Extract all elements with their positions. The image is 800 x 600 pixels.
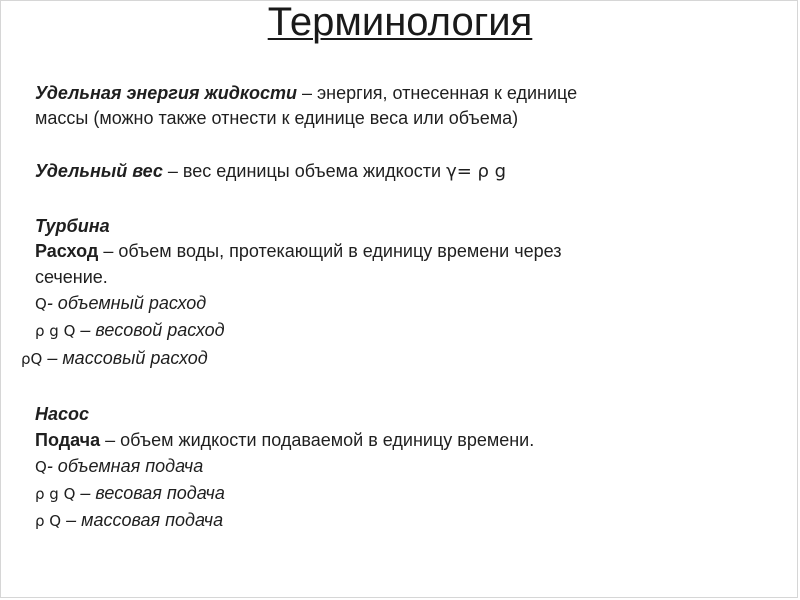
symbol-mass-flow: ρQ xyxy=(21,350,43,368)
line-flow-rate-cont xyxy=(35,265,108,289)
definition-specific-energy-cont: массы (можно также отнести к единице веса или объема) xyxy=(35,108,519,128)
label-volume-supply: - объемная подача xyxy=(46,456,204,476)
heading-pump: Насос xyxy=(35,404,90,424)
line-volume-supply xyxy=(35,454,203,479)
line-volume-flow xyxy=(35,291,206,316)
line-mass-flow xyxy=(21,346,208,371)
term-specific-weight: Удельный вес xyxy=(35,161,163,181)
definition-supply: – объем жидкости подаваемой в единицу времени. xyxy=(100,430,535,450)
line-mass-supply xyxy=(35,508,223,533)
label-mass-supply: – массовая подача xyxy=(61,510,224,530)
symbol-weight-supply: ρ g Q xyxy=(35,485,76,503)
line-weight-flow xyxy=(35,318,225,343)
term-flow-rate: Расход xyxy=(35,241,99,261)
line-turbine-heading xyxy=(35,214,110,238)
line-specific-energy-cont xyxy=(35,106,518,130)
symbol-weight-flow: ρ g Q xyxy=(35,322,76,340)
symbol-volume-supply: Q xyxy=(35,458,47,476)
line-specific-weight xyxy=(35,159,506,184)
definition-flow-rate-cont: сечение. xyxy=(35,267,108,287)
line-weight-supply xyxy=(35,481,225,506)
term-supply: Подача xyxy=(35,430,101,450)
term-specific-energy: Удельная энергия жидкости xyxy=(35,83,297,103)
label-mass-flow: – массовый расход xyxy=(42,348,208,368)
formula-specific-weight: γ= ρ g xyxy=(446,161,507,182)
symbol-volume-flow: Q xyxy=(35,295,47,313)
heading-turbine: Турбина xyxy=(35,216,110,236)
label-weight-supply: – весовая подача xyxy=(75,483,225,503)
label-weight-flow: – весовой расход xyxy=(75,320,225,340)
definition-specific-energy: – энергия, отнесенная к единице xyxy=(296,83,578,103)
definition-flow-rate: – объем воды, протекающий в единицу времени через xyxy=(98,241,562,261)
symbol-mass-supply: ρ Q xyxy=(35,512,62,530)
line-pump-heading xyxy=(35,402,89,426)
line-specific-energy xyxy=(35,81,577,105)
line-flow-rate xyxy=(35,239,562,263)
line-supply xyxy=(35,428,534,452)
label-volume-flow: - объемный расход xyxy=(46,293,207,313)
definition-specific-weight: – вес единицы объема жидкости xyxy=(162,161,447,181)
page-title: Терминология xyxy=(267,0,533,44)
